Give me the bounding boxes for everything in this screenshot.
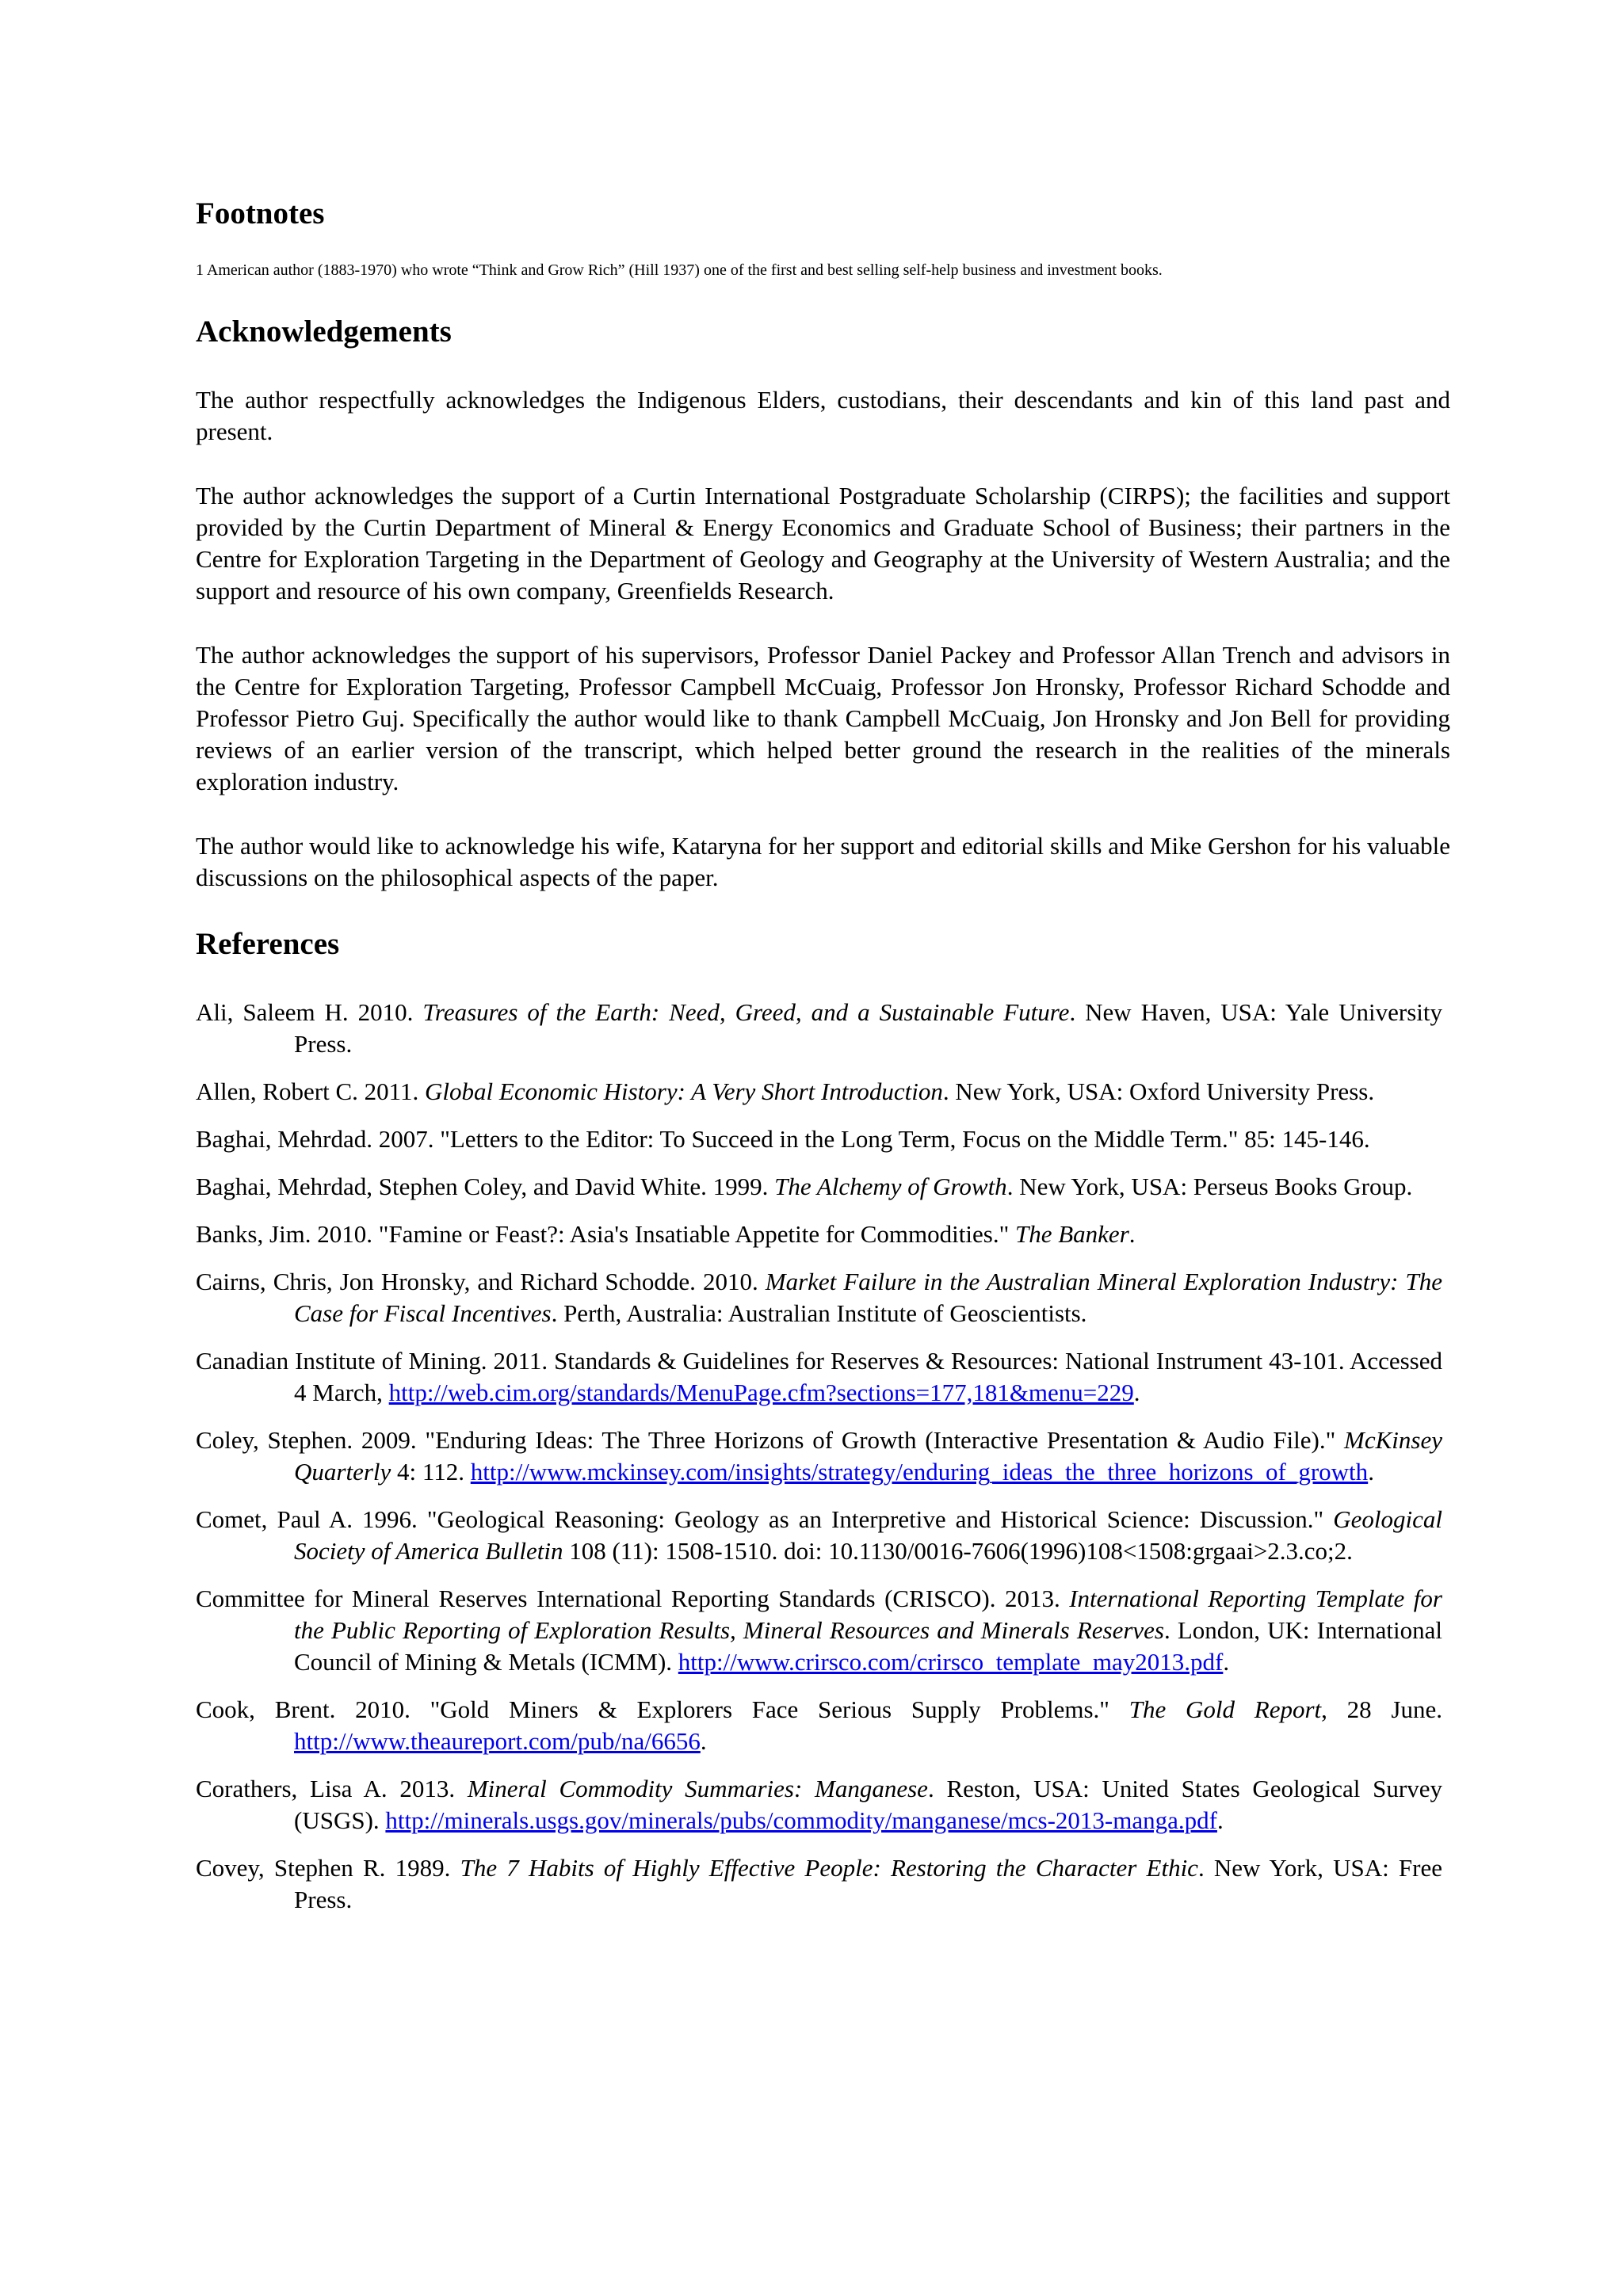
reference-text: . xyxy=(1223,1648,1230,1676)
acknowledgements-heading: Acknowledgements xyxy=(196,315,452,349)
reference-item xyxy=(196,1123,1442,1155)
reference-text: . Perth, Australia: Australian Institute of Geoscientists. xyxy=(551,1299,1087,1327)
reference-text: . New York, USA: Oxford University Press. xyxy=(942,1077,1375,1105)
reference-title: The Gold Report xyxy=(1128,1695,1322,1723)
reference-link[interactable]: http://minerals.usgs.gov/minerals/pubs/commodity/manganese/mcs-2013-manga.pdf xyxy=(385,1806,1217,1834)
reference-text: Allen, Robert C. 2011. xyxy=(196,1077,426,1105)
reference-item xyxy=(196,1504,1442,1567)
reference-text: . London, UK: International Council of Mining & Metals (ICMM). xyxy=(294,1616,1443,1676)
reference-text: Coley, Stephen. 2009. "Enduring Ideas: The Three Horizons of Growth (Interactive Presentation & Audio File)." xyxy=(196,1426,1345,1454)
reference-title: The Banker xyxy=(1014,1220,1129,1248)
reference-text: . New York, USA: Perseus Books Group. xyxy=(1006,1173,1413,1200)
reference-item xyxy=(196,997,1442,1060)
reference-text: Baghai, Mehrdad. 2007. "Letters to the Editor: To Succeed in the Long Term, Focus on the Middle Term." 85: 145-146. xyxy=(196,1125,1370,1153)
reference-text: Corathers, Lisa A. 2013. xyxy=(196,1775,468,1802)
reference-text: Baghai, Mehrdad, Stephen Coley, and David White. 1999. xyxy=(196,1173,775,1200)
reference-title: Market Failure in the Australian Mineral Exploration Industry: The Case for Fiscal Incentives xyxy=(294,1268,1443,1327)
reference-link[interactable]: http://www.crirsco.com/crirsco_template_may2013.pdf xyxy=(678,1648,1224,1676)
acknowledgement-paragraph: The author acknowledges the support of a Curtin International Postgraduate Scholarship (CIRPS); the facilities and support provided by the Curtin Department of Mineral & Energy Economics and Graduate School of Business; their partners in the Centre for Exploration Targeting in the Department of Geology and Geography at the University of Western Australia; and the support and resource of his own company, Greenfields Research. xyxy=(196,482,1450,605)
reference-link[interactable]: http://www.mckinsey.com/insights/strategy/enduring_ideas_the_three_horizons_of_growth xyxy=(470,1458,1369,1486)
reference-title: Geological Society of America Bulletin xyxy=(294,1505,1442,1565)
reference-item xyxy=(196,1425,1442,1488)
reference-item xyxy=(196,1852,1442,1916)
reference-text: 4: 112. xyxy=(391,1458,471,1486)
footnotes-heading: Footnotes xyxy=(196,196,325,231)
reference-item xyxy=(196,1773,1442,1836)
reference-text: . xyxy=(1216,1806,1224,1834)
reference-text: Ali, Saleem H. 2010. xyxy=(196,998,423,1026)
reference-item xyxy=(196,1266,1442,1329)
reference-text: , 28 June. xyxy=(1321,1695,1442,1723)
reference-text: Covey, Stephen R. 1989. xyxy=(196,1854,460,1882)
reference-text: Committee for Mineral Reserves International Reporting Standards (CRISCO). 2013. xyxy=(196,1585,1070,1612)
reference-title: Treasures of the Earth: Need, Greed, and a Sustainable Future xyxy=(422,998,1070,1026)
reference-text: . xyxy=(1133,1379,1140,1406)
reference-title: McKinsey Quarterly xyxy=(294,1426,1442,1486)
footnote-1: 1 American author (1883-1970) who wrote “Think and Grow Rich” (Hill 1937) one of the first and best selling self-help business and investment books. xyxy=(196,261,1163,279)
reference-text: Banks, Jim. 2010. "Famine or Feast?: Asia's Insatiable Appetite for Commodities." xyxy=(196,1220,1015,1248)
reference-link[interactable]: http://web.cim.org/standards/MenuPage.cfm?sections=177,181&menu=229 xyxy=(388,1379,1134,1406)
reference-list xyxy=(196,997,1450,1916)
reference-item xyxy=(196,1583,1442,1678)
reference-item xyxy=(196,1076,1442,1108)
reference-text: . Reston, USA: United States Geological Survey (USGS). xyxy=(294,1775,1442,1834)
acknowledgement-paragraph: The author respectfully acknowledges the Indigenous Elders, custodians, their descendants and kin of this land past and present. xyxy=(196,386,1450,445)
reference-title: The Alchemy of Growth xyxy=(774,1173,1007,1200)
document-page xyxy=(196,184,1450,1932)
reference-text: Canadian Institute of Mining. 2011. Standards & Guidelines for Reserves & Resources: National Instrument 43-101. Accessed 4 March, xyxy=(196,1347,1442,1406)
reference-text: . xyxy=(700,1727,707,1755)
reference-title: The 7 Habits of Highly Effective People: Restoring the Character Ethic xyxy=(460,1854,1198,1882)
reference-text: Comet, Paul A. 1996. "Geological Reasoning: Geology as an Interpretive and Historical Science: Discussion." xyxy=(196,1505,1334,1533)
reference-item xyxy=(196,1219,1442,1250)
reference-item xyxy=(196,1345,1442,1409)
reference-text: . New York, USA: Free Press. xyxy=(294,1854,1442,1913)
acknowledgement-paragraph: The author would like to acknowledge his wife, Kataryna for her support and editorial skills and Mike Gershon for his valuable discussions on the philosophical aspects of the paper. xyxy=(196,832,1450,891)
reference-title: International Reporting Template for the Public Reporting of Exploration Results, Mineral Resources and Minerals Reserves xyxy=(294,1585,1442,1644)
reference-text: Cook, Brent. 2010. "Gold Miners & Explorers Face Serious Supply Problems." xyxy=(196,1695,1129,1723)
reference-text: Cairns, Chris, Jon Hronsky, and Richard Schodde. 2010. xyxy=(196,1268,766,1295)
reference-text: . xyxy=(1128,1220,1136,1248)
reference-item xyxy=(196,1694,1442,1757)
reference-text: . New Haven, USA: Yale University Press. xyxy=(294,998,1442,1058)
reference-text: 108 (11): 1508-1510. doi: 10.1130/0016-7606(1996)108<1508:grgaai>2.3.co;2. xyxy=(563,1537,1353,1565)
acknowledgement-paragraph: The author acknowledges the support of his supervisors, Professor Daniel Packey and Professor Allan Trench and advisors in the Centre for Exploration Targeting, Professor Campbell McCuaig, Professor Jon Hronsky, Professor Richard Schodde and Professor Pietro Guj. Specifically the author would like to thank Campbell McCuaig, Jon Hronsky and Jon Bell for providing reviews of an earlier version of the transcript, which helped better ground the research in the realities of the minerals exploration industry. xyxy=(196,641,1450,795)
reference-link[interactable]: http://www.theaureport.com/pub/na/6656 xyxy=(294,1727,701,1755)
references-heading: References xyxy=(196,927,340,961)
reference-title: Global Economic History: A Very Short Introduction xyxy=(425,1077,943,1105)
reference-item xyxy=(196,1171,1442,1203)
reference-title: Mineral Commodity Summaries: Manganese xyxy=(467,1775,928,1802)
reference-text: . xyxy=(1368,1458,1374,1486)
